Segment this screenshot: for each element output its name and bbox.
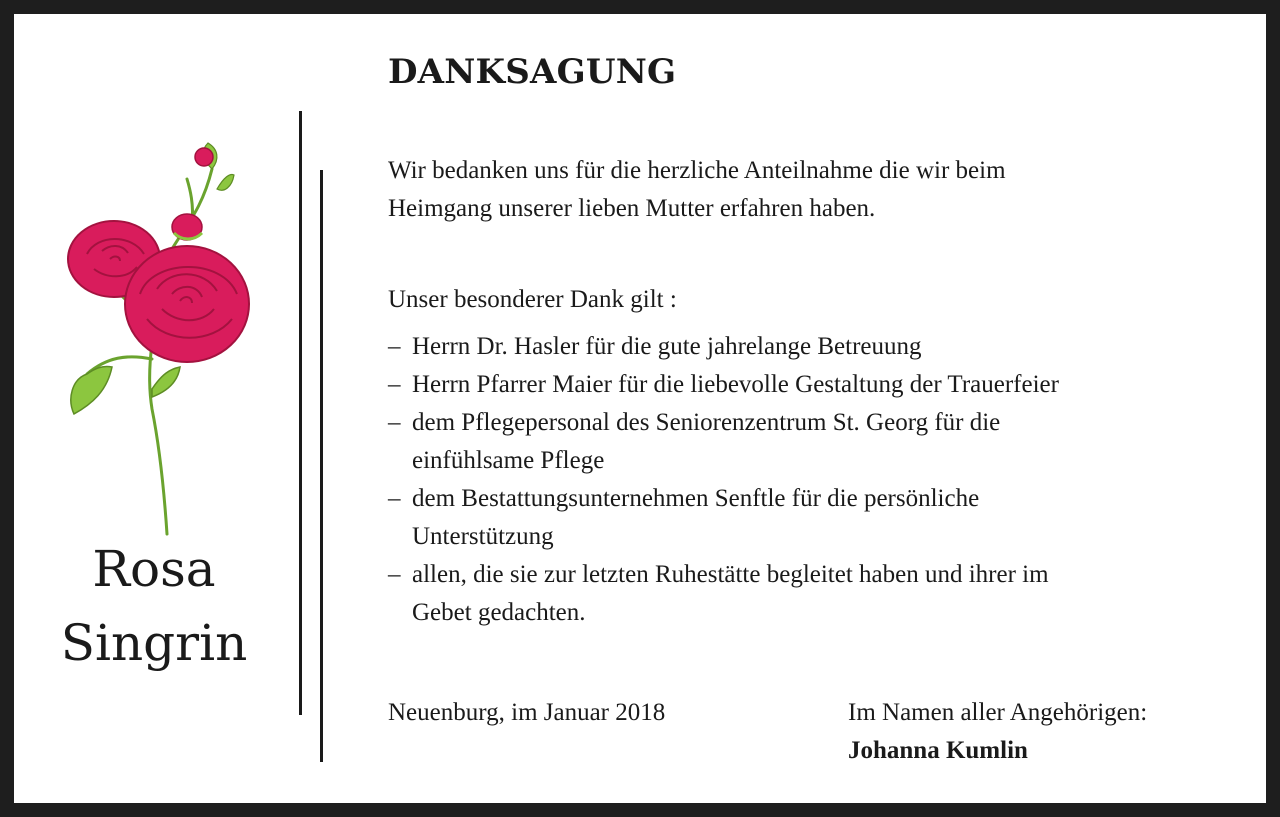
list-dash: – (388, 333, 401, 360)
intro-line: Wir bedanken uns für die herzliche Anteilnahme die wir beim (388, 157, 1006, 184)
leaf-left (71, 366, 112, 414)
list-dash: – (388, 371, 401, 398)
vertical-rule-right (320, 170, 323, 762)
signer-name: Johanna Kumlin (848, 737, 1028, 764)
deceased-first-name: Rosa (92, 540, 216, 598)
list-dash: – (388, 561, 401, 588)
leaf-small (152, 367, 180, 397)
list-item (388, 328, 1248, 366)
list-item-line: dem Bestattungsunternehmen Senftle für die persönliche (412, 485, 980, 512)
deceased-last-name: Singrin (60, 614, 248, 672)
vertical-rule-left (299, 111, 302, 715)
list-item-line: allen, die sie zur letzten Ruhestätte begleitet haben und ihrer im (412, 561, 1049, 588)
thanks-intro: Unser besonderer Dank gilt : (388, 286, 677, 313)
signature-line: Im Namen aller Angehörigen: (848, 699, 1148, 726)
obituary-card (14, 14, 1266, 803)
list-item-line: Unterstützung (412, 523, 554, 550)
thanks-list (388, 328, 1248, 632)
rose-bloom-right (125, 246, 249, 362)
list-dash: – (388, 409, 401, 436)
intro-paragraph (388, 152, 1248, 228)
rose-bud-top (195, 148, 213, 166)
page-title: DANKSAGUNG (388, 52, 677, 92)
list-item-line: einfühlsame Pflege (412, 447, 605, 474)
place-date: Neuenburg, im Januar 2018 (388, 699, 666, 726)
list-item (388, 366, 1248, 404)
deceased-name (54, 532, 254, 680)
list-item (388, 556, 1248, 632)
rose-illustration (52, 129, 262, 539)
rose-bud-middle (172, 214, 202, 240)
list-item-line: dem Pflegepersonal des Seniorenzentrum St. Georg für die (412, 409, 1001, 436)
list-item (388, 480, 1248, 556)
signature-block (848, 694, 1248, 770)
list-item-line: Gebet gedachten. (412, 599, 586, 626)
intro-line: Heimgang unserer lieben Mutter erfahren haben. (388, 195, 876, 222)
list-dash: – (388, 485, 401, 512)
list-item-line: Herrn Dr. Hasler für die gute jahrelange Betreuung (412, 333, 922, 360)
list-item-line: Herrn Pfarrer Maier für die liebevolle Gestaltung der Trauerfeier (412, 371, 1059, 398)
list-item (388, 404, 1248, 480)
